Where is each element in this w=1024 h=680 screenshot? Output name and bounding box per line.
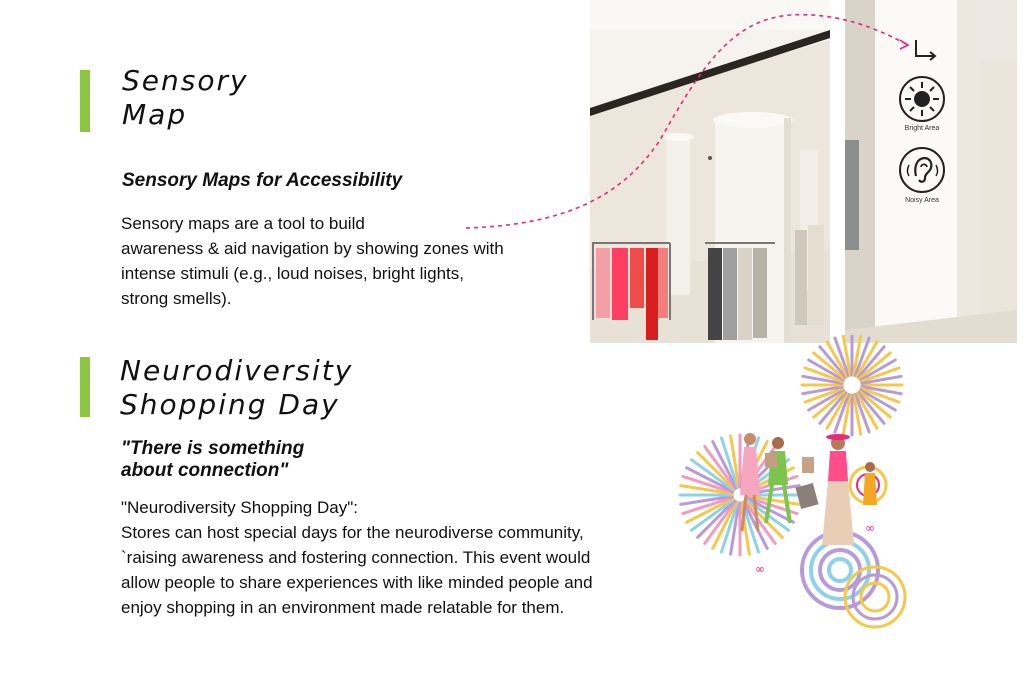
store-photo-illustration	[590, 0, 830, 343]
text-line: intense stimuli (e.g., loud noises, bright lights,	[121, 264, 465, 283]
text-line: allow people to share experiences with like minded people and	[121, 573, 593, 592]
text-line: awareness & aid navigation by showing zones with	[121, 239, 504, 258]
sensory-description	[121, 211, 504, 311]
section-title-sensory-map	[122, 64, 249, 132]
shopping-illustration	[670, 335, 930, 635]
text-line: `raising awareness and fostering connection. This event would	[121, 548, 591, 567]
section-title-neurodiversity	[120, 354, 353, 422]
gap-divider	[830, 0, 845, 343]
sun-icon	[898, 75, 946, 123]
infinity-icon: ∞	[865, 521, 875, 535]
title-line: Map	[122, 98, 188, 131]
text-line: enjoy shopping in an environment made relatable for them.	[121, 598, 565, 617]
quote-heading	[121, 438, 304, 482]
quote-line: "There is something	[121, 438, 305, 459]
text-line: "Neurodiversity Shopping Day":	[121, 498, 358, 517]
starburst-top	[802, 335, 902, 435]
title-line: Neurodiversity	[120, 354, 354, 387]
ear-icon	[898, 146, 946, 194]
store-photo	[590, 0, 830, 343]
title-line: Shopping Day	[120, 388, 340, 421]
legend-label-noisy: Noisy Area	[905, 197, 939, 204]
corner-arrow-icon	[912, 38, 942, 62]
legend-label-bright: Bright Area	[904, 125, 940, 132]
text-line: Stores can host special days for the neurodiverse community,	[121, 523, 584, 542]
text-line: Sensory maps are a tool to build	[121, 214, 365, 233]
text-line: strong smells).	[121, 289, 232, 308]
concentric-circles	[802, 467, 905, 627]
quote-line: about connection"	[121, 460, 289, 481]
infinity-icon: ∞	[755, 562, 765, 576]
title-line: Sensory	[122, 64, 249, 97]
accent-bar-sensory	[80, 70, 90, 132]
accent-bar-neurodiversity	[80, 357, 90, 417]
subtitle-sensory-maps: Sensory Maps for Accessibility	[122, 170, 403, 191]
neurodiversity-description	[121, 495, 593, 620]
